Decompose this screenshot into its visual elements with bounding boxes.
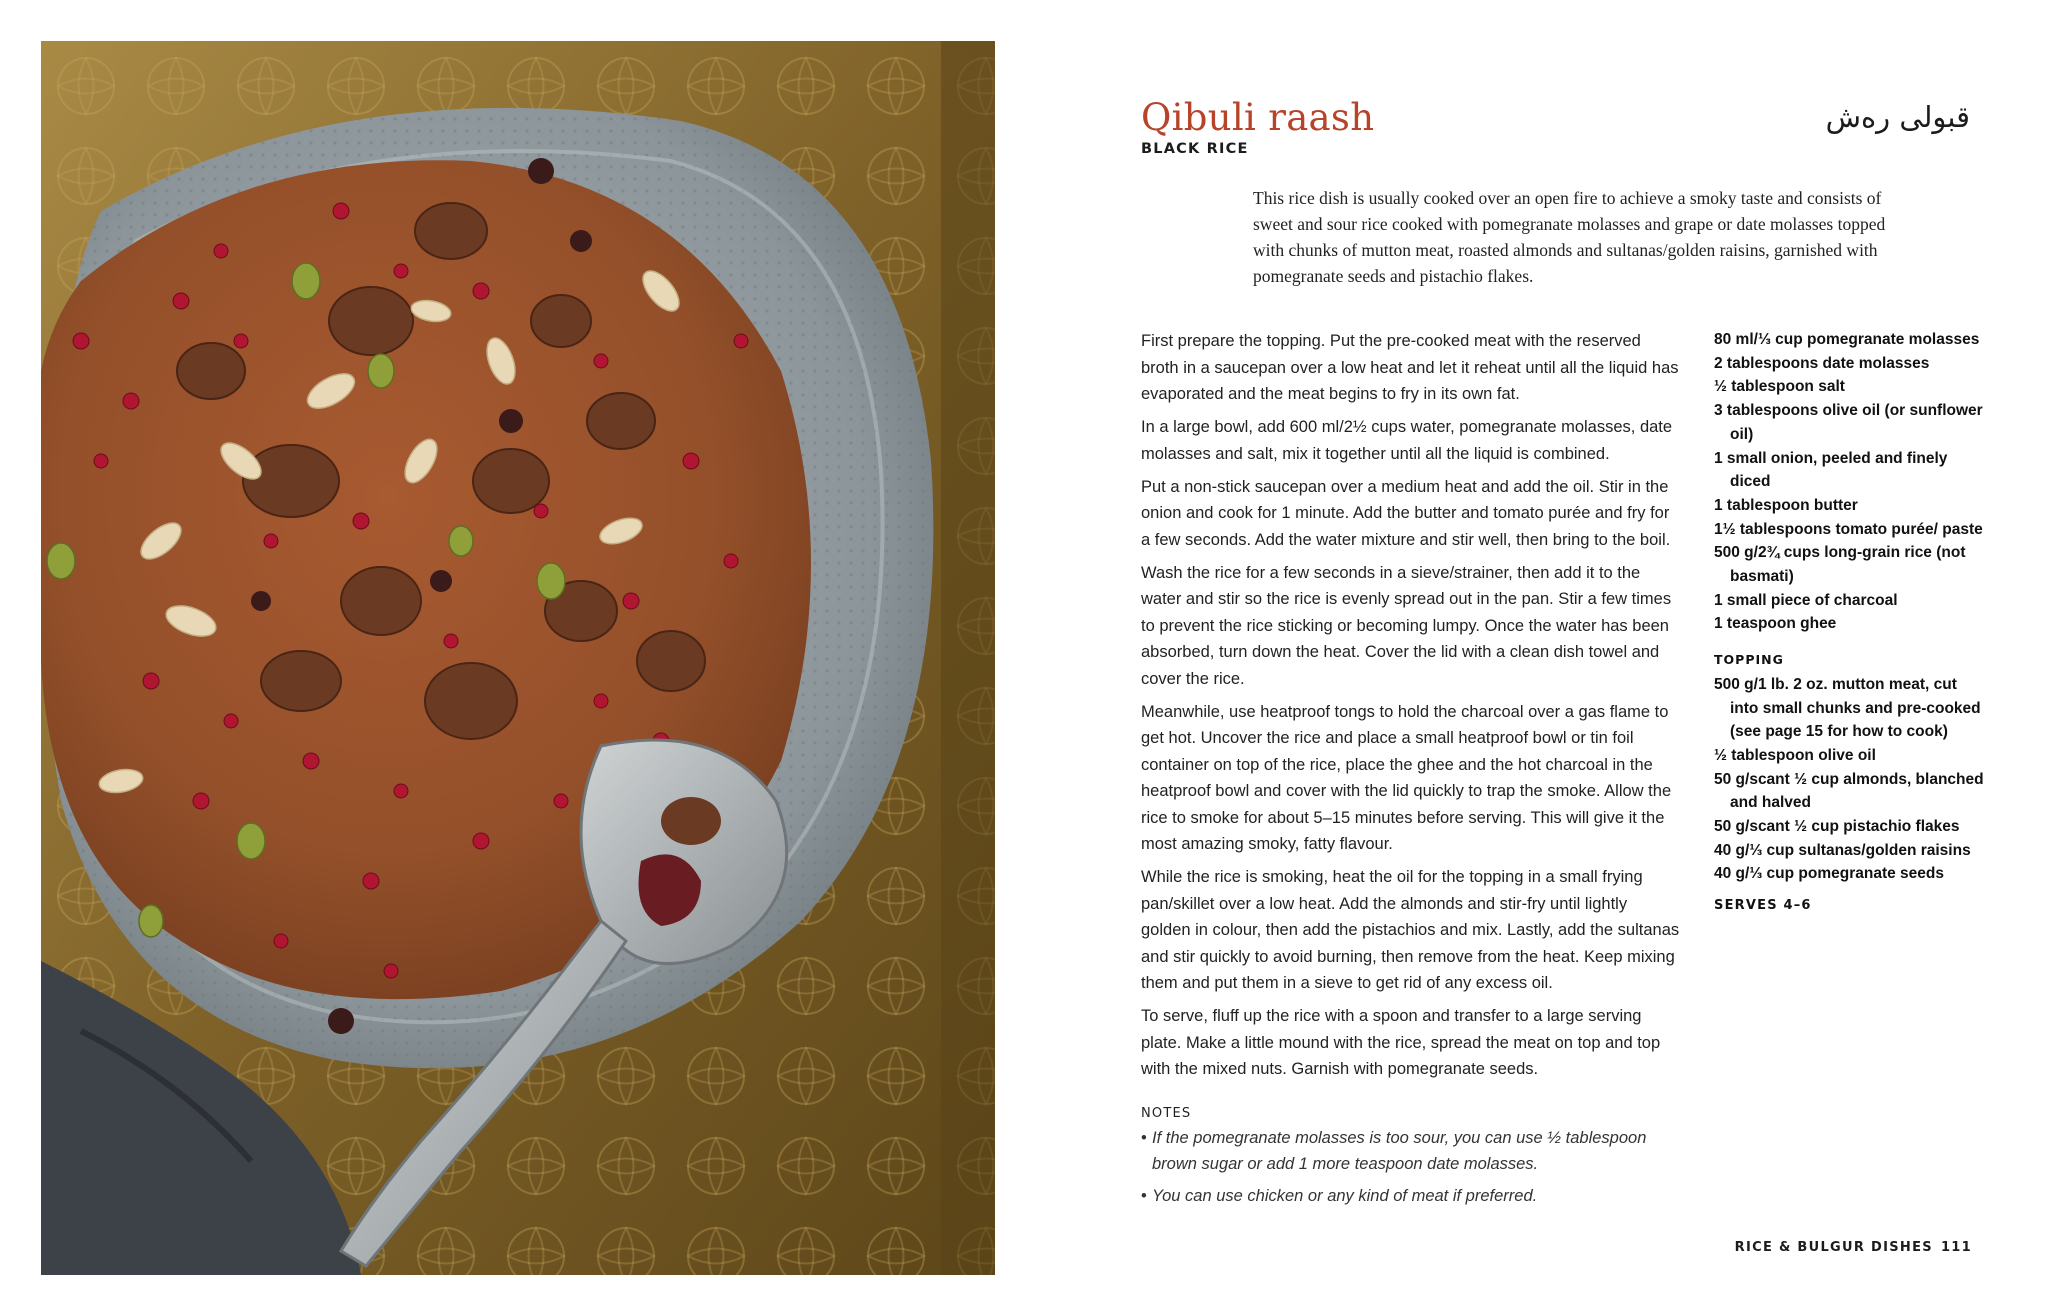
ingredient-item: 80 ml/⅓ cup pomegranate molasses [1714,331,1980,348]
recipe-title: Qibuli raash [1141,96,1375,139]
method-steps [1141,328,1681,1089]
ingredient-item: ½ tablespoon salt [1714,378,1845,396]
method-step: Meanwhile, use heatproof tongs to hold the charcoal over a gas flame to get hot. Uncover the rice and place a small heatproof bowl or tin foil container on top of the rice, place the ghee and the hot charcoal in the heatproof bowl and cover with the lid quickly to trap the smoke. Allow the rice to smoke for about 5–15 minutes before serving. This will give it the most amazing smoky, fatty flavour. [1141,702,1672,853]
topping-item: 500 g/1 lb. 2 oz. mutton meat, cut into small chunks and pre-cooked (see page 15 for how to cook) [1714,675,1981,741]
footer-section: RICE & BULGUR DISHES [1734,1240,1933,1255]
ingredient-item: 500 g/2¾ cups long-grain rice (not basmati) [1714,544,1966,586]
recipe-arabic-title: قبولی رەش [1825,100,1970,134]
note-item [1141,1183,1681,1209]
method-step: Wash the rice for a few seconds in a sieve/strainer, then add it to the water and stir so the rice is evenly spread out in the pan. Stir a few times to prevent the rice sticking or becoming lumpy. Once the water has been absorbed, turn down the heat. Cover the lid with a clean dish towel and cover the rice. [1141,563,1672,688]
ingredients-list [1714,328,1984,918]
rice-dish-photo [41,41,995,1275]
method-step: While the rice is smoking, heat the oil for the topping in a small frying pan/skillet over a low heat. Add the almonds and stir-fry until lightly golden in colour, then add the pistachios and mix. Lastly, add the sultanas and stir quickly to avoid burning, then remove from the heat. Keep mixing them and put them in a sieve to get rid of any excess oil. [1141,868,1680,992]
ingredient-item: 1 tablespoon butter [1714,496,1858,514]
ingredient-item: 2 tablespoons date molasses [1714,354,1930,372]
topping-heading: TOPPING [1714,652,1784,668]
recipe-subtitle: BLACK RICE [1141,141,1249,157]
ingredient-item: 3 tablespoons olive oil (or sunflower oil) [1714,402,1983,443]
bullet-icon: • [1141,1129,1147,1147]
topping-item: ½ tablespoon olive oil [1714,746,1876,764]
method-step: In a large bowl, add 600 ml/2½ cups water, pomegranate molasses, date molasses and salt, mix it together until all the liquid is combined. [1141,418,1673,463]
recipe-intro: This rice dish is usually cooked over an open fire to achieve a smoky taste and consists of sweet and sour rice cooked with pomegranate molasses and grape or date molasses topped with chunks of mutton meat, roasted almonds and sultanas/golden raisins, garnished with pomegranate seeds and pistachio flakes. [1253,188,1886,286]
notes-heading: NOTES [1141,1106,1192,1121]
ingredient-item: 1½ tablespoons tomato purée/ paste [1714,520,1983,538]
note-text: If the pomegranate molasses is too sour, you can use ½ tablespoon brown sugar or add 1 more teaspoon date molasses. [1152,1129,1647,1173]
page-number: 111 [1940,1240,1972,1255]
topping-item: 40 g/⅓ cup pomegranate seeds [1714,865,1945,883]
ingredient-item: 1 small piece of charcoal [1714,591,1898,609]
ingredient-item: 1 small onion, peeled and finely diced [1714,449,1948,491]
topping-item: 50 g/scant ½ cup almonds, blanched and halved [1714,770,1984,812]
method-step: Put a non-stick saucepan over a medium heat and add the oil. Stir in the onion and cook for 1 minute. Add the butter and tomato purée and fry for a few seconds. Add the water mixture and stir well, then bring to the boil. [1141,477,1671,549]
serves-label: SERVES 4–6 [1714,898,1812,914]
bullet-icon: • [1141,1187,1147,1205]
method-step: First prepare the topping. Put the pre-cooked meat with the reserved broth in a saucepan over a low heat and let it reheat until all the liquid has evaporated and the meat begins to fry in its own fat. [1141,332,1679,403]
note-text: You can use chicken or any kind of meat if preferred. [1152,1187,1538,1205]
page-footer [1700,1240,1972,1255]
topping-item: 50 g/scant ½ cup pistachio flakes [1714,818,1960,836]
method-step: To serve, fluff up the rice with a spoon and transfer to a large serving plate. Make a little mound with the rice, spread the meat on top and top with the mixed nuts. Garnish with pomegranate seeds. [1141,1007,1661,1078]
ingredient-item: 1 teaspoon ghee [1714,615,1837,633]
topping-item: 40 g/⅓ cup sultanas/golden raisins [1714,841,1971,859]
notes-section [1141,1106,1681,1215]
note-item [1141,1125,1681,1177]
